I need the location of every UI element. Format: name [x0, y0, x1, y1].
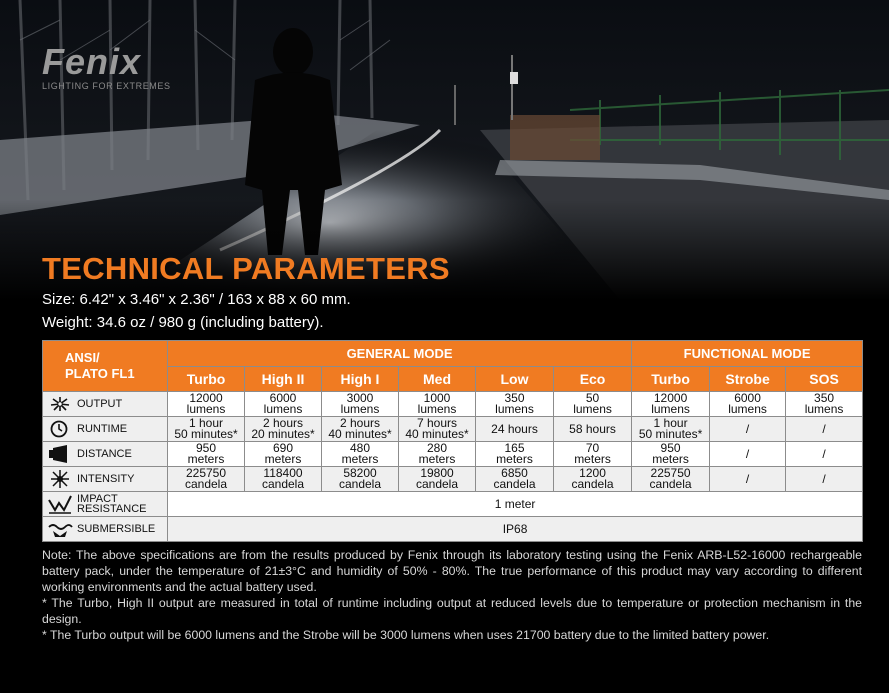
mode-low: Low — [476, 367, 554, 392]
distance-cell — [554, 442, 632, 467]
distance-label — [43, 442, 168, 467]
cell-value: / — [745, 446, 750, 461]
cell-unit: lumens — [573, 402, 612, 416]
weight-spec: Weight: 34.6 oz / 980 g (including battery). — [42, 314, 324, 331]
output-cell — [554, 392, 632, 417]
runtime-label-text: RUNTIME — [77, 423, 128, 435]
cell-unit: candela — [493, 477, 536, 491]
intensity-cell — [554, 467, 632, 492]
runtime-cell — [786, 417, 863, 442]
intensity-cell — [399, 467, 476, 492]
cell-value: 50 — [585, 391, 600, 405]
cell-value: / — [745, 421, 750, 436]
cell-unit: candela — [415, 477, 459, 491]
impact-label-line1: IMPACT — [77, 493, 118, 505]
distance-cell — [786, 442, 863, 467]
cell-value: 12000 — [653, 391, 688, 405]
cell-unit: lumens — [495, 402, 534, 416]
cell-value: / — [822, 471, 826, 486]
cell-value: 3000 — [346, 391, 374, 405]
cell-unit: candela — [338, 477, 382, 491]
distance-cell — [245, 442, 322, 467]
footnotes — [42, 547, 862, 643]
runtime-label — [43, 417, 168, 442]
submersible-label-text: SUBMERSIBLE — [77, 523, 156, 535]
cell-unit: candela — [571, 477, 614, 491]
cell-unit: meters — [496, 452, 533, 466]
cell-value: 225750 — [650, 466, 691, 480]
intensity-icon — [47, 469, 73, 489]
cell-value: 19800 — [420, 466, 454, 480]
output-cell — [710, 392, 786, 417]
output-cell — [786, 392, 863, 417]
cell-unit: candela — [184, 477, 228, 491]
size-spec: Size: 6.42" x 3.46" x 2.36" / 163 x 88 x 60 mm. — [42, 291, 351, 308]
cell-value: 12000 — [189, 391, 223, 405]
cell-unit: meters — [187, 452, 225, 466]
impact-row — [43, 492, 863, 517]
cell-value: / — [745, 471, 750, 486]
note-turbo-high-ii: * The Turbo, High II output are measured in total of runtime including output at reduced levels due to temperature or protection mechanism in the design. — [42, 596, 862, 626]
runtime-cell — [554, 417, 632, 442]
runtime-cell — [632, 417, 710, 442]
cell-value: 58200 — [343, 466, 377, 480]
distance-icon — [47, 444, 73, 464]
intensity-cell — [710, 467, 786, 492]
cell-value: 1000 — [423, 391, 451, 405]
cell-unit: 40 minutes* — [405, 427, 469, 441]
cell-value: 58 hours — [569, 421, 616, 436]
submersible-label — [43, 517, 168, 542]
cell-value: 1 hour — [653, 416, 688, 430]
impact-label-line2: RESISTANCE — [77, 503, 147, 515]
impact-value: 1 meter — [168, 492, 863, 517]
intensity-cell — [476, 467, 554, 492]
cell-value: 950 — [660, 441, 681, 455]
runtime-cell — [168, 417, 245, 442]
cell-unit: lumens — [651, 402, 690, 416]
runtime-cell — [245, 417, 322, 442]
cell-unit: lumens — [804, 402, 844, 416]
intensity-cell — [245, 467, 322, 492]
submersible-row — [43, 517, 863, 542]
mode-sos: SOS — [786, 367, 863, 392]
cell-value: 350 — [814, 391, 835, 405]
output-cell — [399, 392, 476, 417]
runtime-row — [43, 417, 863, 442]
standard-header-line1: ANSI/ — [65, 350, 100, 365]
standard-header — [43, 341, 168, 392]
cell-value: / — [822, 421, 826, 436]
general-mode-header: GENERAL MODE — [168, 341, 632, 367]
cell-unit: lumens — [728, 402, 767, 416]
output-cell — [632, 392, 710, 417]
cell-value: 1 hour — [188, 416, 224, 430]
distance-cell — [632, 442, 710, 467]
distance-label-text: DISTANCE — [77, 448, 132, 460]
cell-unit: meters — [418, 452, 456, 466]
cell-value: 2 hours — [262, 416, 304, 430]
intensity-cell — [168, 467, 245, 492]
intensity-cell — [786, 467, 863, 492]
cell-unit: meters — [574, 452, 611, 466]
group-header-row — [43, 341, 863, 367]
distance-row — [43, 442, 863, 467]
cell-value: 225750 — [185, 466, 227, 480]
distance-cell — [476, 442, 554, 467]
submersible-value: IP68 — [168, 517, 863, 542]
mode-med: Med — [399, 367, 476, 392]
cell-unit: 40 minutes* — [328, 427, 392, 441]
cell-value: 118400 — [263, 466, 303, 480]
cell-value: / — [822, 446, 826, 461]
cell-unit: lumens — [417, 402, 457, 416]
cell-value: 2 hours — [339, 416, 381, 430]
cell-unit: 50 minutes* — [638, 427, 703, 441]
fenix-logo — [42, 41, 171, 91]
runtime-cell — [710, 417, 786, 442]
cell-value: 1200 — [579, 466, 606, 480]
output-burst-icon — [47, 394, 73, 414]
output-label — [43, 392, 168, 417]
distance-cell — [399, 442, 476, 467]
cell-value: 24 hours — [491, 421, 538, 436]
cell-unit: lumens — [263, 402, 303, 416]
output-cell — [168, 392, 245, 417]
mode-high-i: High I — [322, 367, 399, 392]
runtime-cell — [322, 417, 399, 442]
submersible-icon — [47, 519, 73, 539]
output-row — [43, 392, 863, 417]
intensity-label — [43, 467, 168, 492]
cell-value: 6000 — [734, 391, 761, 405]
cell-value: 7 hours — [416, 416, 458, 430]
cell-value: 690 — [272, 441, 294, 455]
cell-value: 6850 — [501, 466, 528, 480]
cell-value: 350 — [504, 391, 525, 405]
runtime-cell — [476, 417, 554, 442]
runtime-cell — [399, 417, 476, 442]
page-title: TECHNICAL PARAMETERS — [42, 251, 450, 286]
note-test-conditions: Note: The above specifications are from the results produced by Fenix through its laboratory testing using the Fenix ARB-L52-16000 rechargeable battery pack, under the temperature of 21±3°C and humidity of 50% - 80%. The true performance of this product may vary according to different working environments and the actual battery used. — [42, 548, 862, 594]
cell-unit: meters — [264, 452, 302, 466]
logo-tagline: LIGHTING FOR EXTREMES — [42, 81, 171, 91]
cell-unit: meters — [341, 452, 379, 466]
logo-wordmark: Fenix — [42, 41, 142, 82]
intensity-cell — [632, 467, 710, 492]
distance-cell — [322, 442, 399, 467]
output-cell — [245, 392, 322, 417]
impact-label — [43, 492, 168, 517]
impact-icon — [47, 494, 73, 514]
impact-label-text — [77, 494, 146, 514]
standard-header-line2: PLATO FL1 — [65, 366, 135, 381]
output-label-text: OUTPUT — [77, 398, 123, 410]
cell-value: 70 — [585, 441, 600, 455]
distance-cell — [710, 442, 786, 467]
cell-value: 165 — [504, 441, 525, 455]
cell-unit: candela — [649, 477, 692, 491]
cell-unit: lumens — [186, 402, 226, 416]
mode-functional-turbo: Turbo — [632, 367, 710, 392]
cell-value: 280 — [426, 441, 448, 455]
mode-turbo: Turbo — [168, 367, 245, 392]
mode-strobe: Strobe — [710, 367, 786, 392]
output-cell — [476, 392, 554, 417]
note-21700-battery: * The Turbo output will be 6000 lumens and the Strobe will be 3000 lumens when uses 21700 battery due to the limited battery power. — [42, 628, 770, 642]
cell-value: 6000 — [269, 391, 297, 405]
cell-unit: candela — [261, 477, 305, 491]
cell-unit: lumens — [340, 402, 380, 416]
cell-unit: 50 minutes* — [174, 427, 238, 441]
mode-eco: Eco — [554, 367, 632, 392]
intensity-row — [43, 467, 863, 492]
clock-icon — [47, 419, 73, 439]
output-cell — [322, 392, 399, 417]
cell-value: 480 — [349, 441, 371, 455]
cell-unit: 20 minutes* — [251, 427, 315, 441]
intensity-label-text: INTENSITY — [77, 473, 135, 485]
functional-mode-header: FUNCTIONAL MODE — [632, 341, 863, 367]
distance-cell — [168, 442, 245, 467]
mode-high-ii: High II — [245, 367, 322, 392]
cell-value: 950 — [195, 441, 217, 455]
cell-unit: meters — [652, 452, 689, 466]
technical-parameters-table — [42, 340, 863, 542]
intensity-cell — [322, 467, 399, 492]
